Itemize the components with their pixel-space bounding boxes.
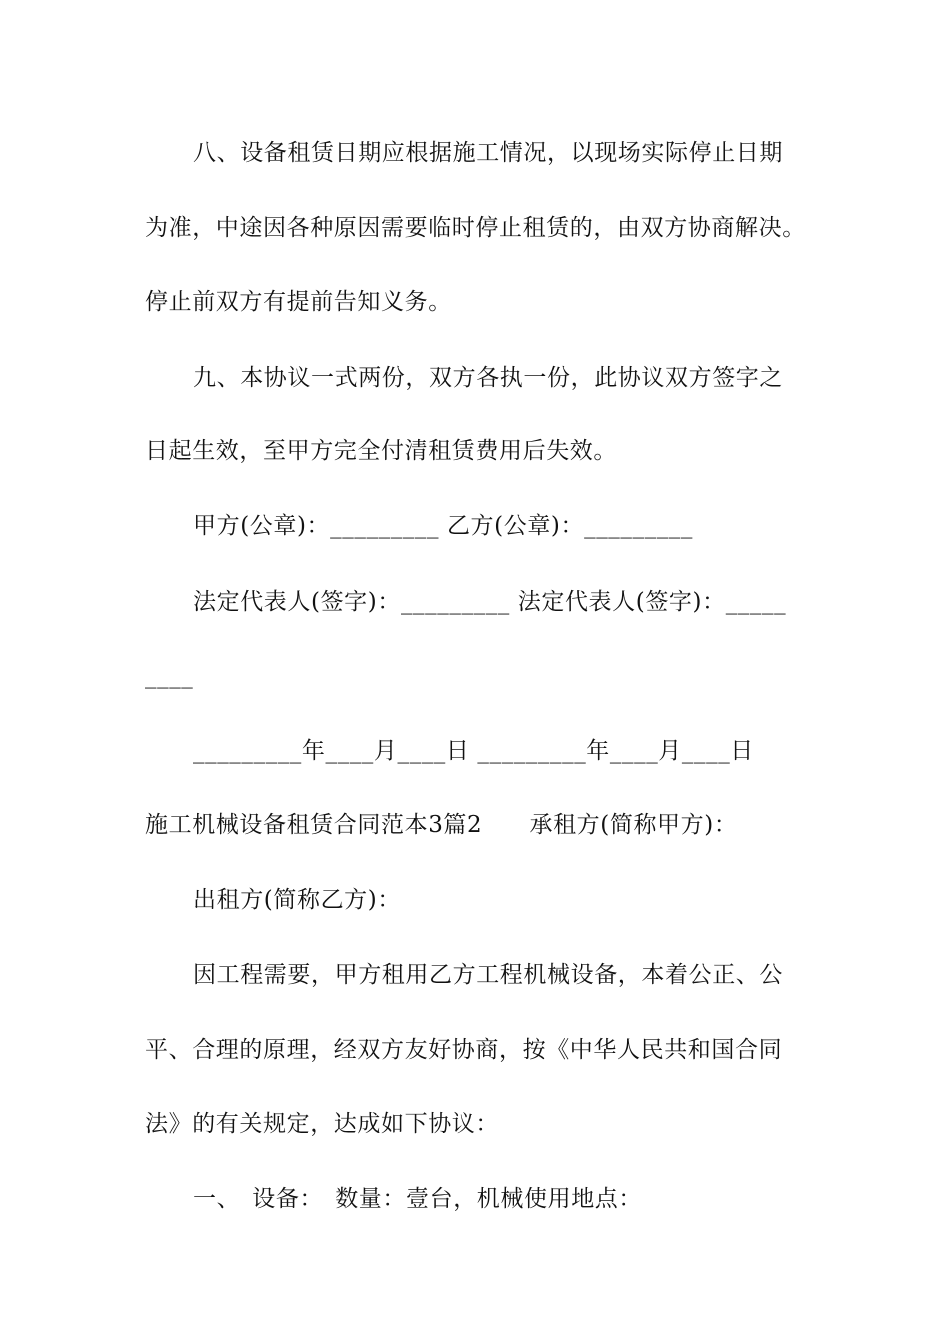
intro-line-1: 因工程需要，甲方租用乙方工程机械设备，本着公正、公: [193, 962, 783, 988]
legal-representative-line: 法定代表人(签字)：_________ 法定代表人(签字)：_____: [193, 589, 787, 615]
clause-8-line-3: 停止前双方有提前告知义务。: [145, 289, 452, 315]
contract-title-line: 施工机械设备租赁合同范本3篇2 承租方(简称甲方)：: [145, 812, 738, 838]
date-line: _________年____月____日 _________年____月____日: [193, 738, 754, 764]
clause-8-line-1: 八、设备租赁日期应根据施工情况，以现场实际停止日期: [193, 140, 783, 166]
clause-9-line-1: 九、本协议一式两份，双方各执一份，此协议双方签字之: [193, 365, 783, 391]
section-1-equipment-line: 一、 设备： 数量：壹台，机械使用地点：: [193, 1186, 642, 1212]
clause-9-line-2: 日起生效，至甲方完全付清租赁费用后失效。: [145, 438, 617, 464]
clause-8-line-2: 为准，中途因各种原因需要临时停止租赁的，由双方协商解决。: [145, 215, 806, 241]
intro-line-3: 法》的有关规定，达成如下协议：: [145, 1111, 499, 1137]
seal-signature-line: 甲方(公章)：_________ 乙方(公章)：_________: [193, 513, 694, 539]
lessor-line: 出租方(简称乙方)：: [193, 887, 401, 913]
legal-representative-line-continued: ____: [145, 663, 194, 689]
intro-line-2: 平、合理的原理，经双方友好协商，按《中华人民共和国合同: [145, 1037, 783, 1063]
